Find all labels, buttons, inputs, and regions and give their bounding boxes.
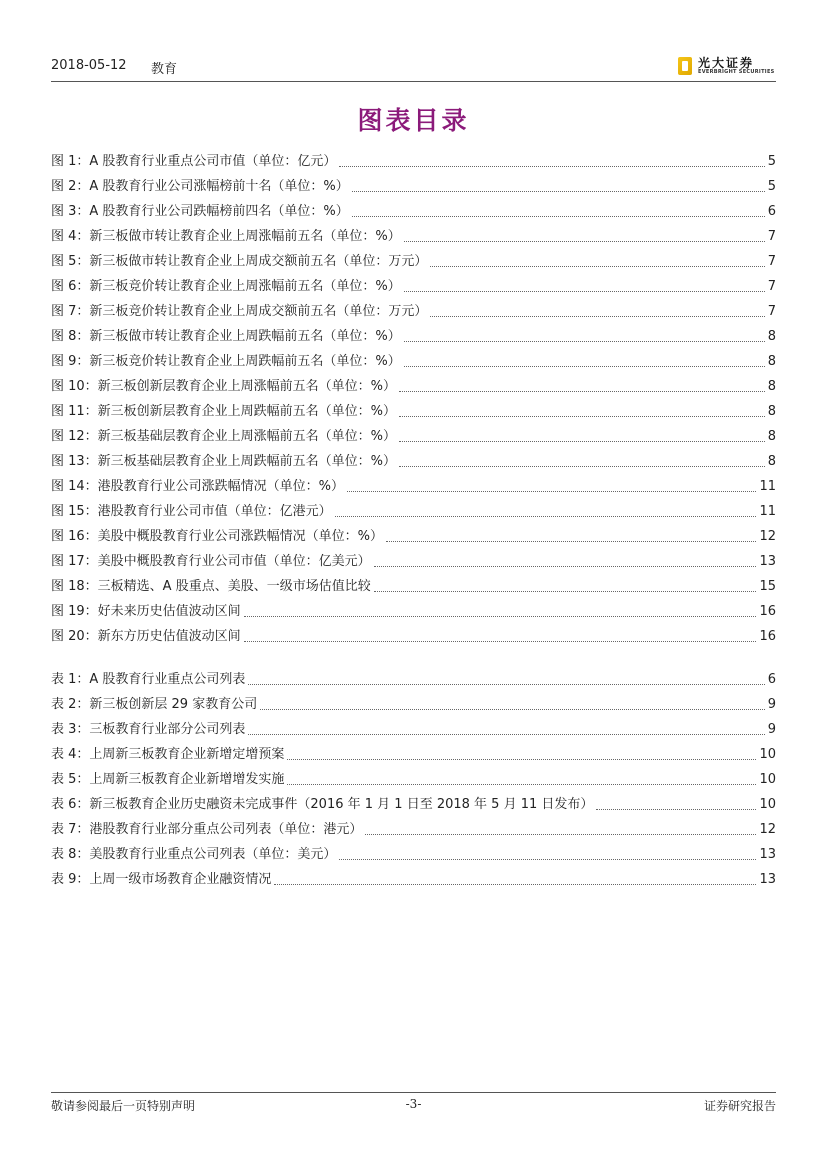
- toc-entry-title: 图 12：新三板基础层教育企业上周涨幅前五名（单位：%）: [51, 429, 397, 444]
- toc-entry-page: 6: [767, 204, 776, 219]
- toc-entry-title: 表 7：港股教育行业部分重点公司列表（单位：港元）: [51, 822, 363, 837]
- toc-entry[interactable]: [51, 496, 776, 521]
- figure-list: [51, 146, 776, 646]
- toc-entry-title: 图 1：A 股教育行业重点公司市值（单位：亿元）: [51, 154, 337, 169]
- toc-entry-page: 6: [767, 672, 776, 687]
- toc-entry[interactable]: [51, 421, 776, 446]
- toc-dot-leader: [399, 441, 765, 442]
- toc-entry-page: 5: [767, 154, 776, 169]
- toc-dot-leader: [347, 491, 756, 492]
- toc-dot-leader: [248, 734, 764, 735]
- toc-dot-leader: [335, 516, 757, 517]
- logo-mark-icon: [678, 57, 692, 75]
- toc-entry-page: 8: [767, 454, 776, 469]
- toc-entry-page: 8: [767, 429, 776, 444]
- toc-entry[interactable]: [51, 196, 776, 221]
- toc-entry-title: 表 3：三板教育行业部分公司列表: [51, 722, 246, 737]
- toc-entry-page: 7: [767, 279, 776, 294]
- toc-entry[interactable]: [51, 864, 776, 889]
- toc-dot-leader: [596, 809, 756, 810]
- toc-entry[interactable]: [51, 596, 776, 621]
- toc-dot-leader: [374, 591, 757, 592]
- toc-entry-title: 图 14：港股教育行业公司涨跌幅情况（单位：%）: [51, 479, 345, 494]
- toc-entry[interactable]: [51, 739, 776, 764]
- toc-dot-leader: [399, 416, 765, 417]
- toc-entry[interactable]: [51, 321, 776, 346]
- toc-entry[interactable]: [51, 146, 776, 171]
- toc-entry-page: 13: [759, 872, 776, 887]
- toc-entry-title: 图 7：新三板竞价转让教育企业上周成交额前五名（单位：万元）: [51, 304, 428, 319]
- toc-entry[interactable]: [51, 271, 776, 296]
- report-sector: 教育: [151, 62, 178, 77]
- toc-entry[interactable]: [51, 396, 776, 421]
- toc-entry[interactable]: [51, 546, 776, 571]
- toc-dot-leader: [404, 291, 765, 292]
- toc-entry-page: 7: [767, 304, 776, 319]
- toc-entry-title: 图 6：新三板竞价转让教育企业上周涨幅前五名（单位：%）: [51, 279, 401, 294]
- toc-entry-page: 11: [759, 479, 776, 494]
- page-footer: [51, 1097, 776, 1117]
- toc-dot-leader: [352, 216, 765, 217]
- toc-entry[interactable]: [51, 714, 776, 739]
- toc-entry-title: 表 9：上周一级市场教育企业融资情况: [51, 872, 272, 887]
- header-divider: [51, 81, 776, 82]
- toc-entry[interactable]: [51, 221, 776, 246]
- toc-entry-page: 16: [759, 604, 776, 619]
- toc-entry-title: 图 2：A 股教育行业公司涨幅榜前十名（单位：%）: [51, 179, 349, 194]
- toc-entry-title: 表 4：上周新三板教育企业新增定增预案: [51, 747, 285, 762]
- footer-divider: [51, 1092, 776, 1093]
- toc-entry[interactable]: [51, 471, 776, 496]
- company-logo: [676, 54, 776, 80]
- toc-dot-leader: [244, 616, 757, 617]
- toc-entry-title: 图 18：三板精选、A 股重点、美股、一级市场估值比较: [51, 579, 371, 594]
- toc-entry-title: 图 8：新三板做市转让教育企业上周跌幅前五名（单位：%）: [51, 329, 401, 344]
- toc-entry-title: 图 20：新东方历史估值波动区间: [51, 629, 241, 644]
- toc-entry-title: 图 19：好未来历史估值波动区间: [51, 604, 241, 619]
- toc-entry-page: 12: [759, 822, 776, 837]
- toc-entry-page: 8: [767, 329, 776, 344]
- toc-entry[interactable]: [51, 446, 776, 471]
- toc-entry-title: 表 6：新三板教育企业历史融资未完成事件（2016 年 1 月 1 日至 2018 年 5 月 11 日发布）: [51, 797, 594, 812]
- toc-dot-leader: [274, 884, 756, 885]
- toc-entry-title: 图 5：新三板做市转让教育企业上周成交额前五名（单位：万元）: [51, 254, 428, 269]
- toc-dot-leader: [260, 709, 765, 710]
- toc-entry-page: 8: [767, 354, 776, 369]
- toc-entry[interactable]: [51, 621, 776, 646]
- toc-entry-page: 7: [767, 229, 776, 244]
- toc-dot-leader: [399, 391, 765, 392]
- toc-dot-leader: [404, 366, 765, 367]
- toc-entry-title: 图 11：新三板创新层教育企业上周跌幅前五名（单位：%）: [51, 404, 397, 419]
- toc-entry-page: 10: [759, 772, 776, 787]
- logo-english-name: EVERBRIGHT SECURITIES: [698, 69, 775, 75]
- toc-entry-page: 16: [759, 629, 776, 644]
- disclaimer-note: 敬请参阅最后一页特别声明: [51, 1099, 196, 1113]
- toc-dot-leader: [430, 316, 764, 317]
- report-type: 证券研究报告: [703, 1099, 776, 1113]
- toc-entry-page: 8: [767, 404, 776, 419]
- toc-dot-leader: [404, 341, 765, 342]
- toc-dot-leader: [399, 466, 765, 467]
- toc-dot-leader: [339, 166, 764, 167]
- toc-entry-page: 5: [767, 179, 776, 194]
- page-header: [51, 54, 776, 82]
- toc-entry[interactable]: [51, 246, 776, 271]
- toc-entry-title: 图 4：新三板做市转让教育企业上周涨幅前五名（单位：%）: [51, 229, 401, 244]
- toc-entry-title: 图 16：美股中概股教育行业公司涨跌幅情况（单位：%）: [51, 529, 384, 544]
- toc-entry[interactable]: [51, 814, 776, 839]
- toc-entry-title: 表 1：A 股教育行业重点公司列表: [51, 672, 246, 687]
- toc-entry[interactable]: [51, 689, 776, 714]
- toc-entry-page: 8: [767, 379, 776, 394]
- toc-dot-leader: [248, 684, 764, 685]
- toc-entry-page: 13: [759, 554, 776, 569]
- toc-dot-leader: [287, 759, 756, 760]
- toc-entry-title: 图 9：新三板竞价转让教育企业上周跌幅前五名（单位：%）: [51, 354, 401, 369]
- toc-entry[interactable]: [51, 171, 776, 196]
- toc-dot-leader: [339, 859, 756, 860]
- toc-entry-title: 图 13：新三板基础层教育企业上周跌幅前五名（单位：%）: [51, 454, 397, 469]
- toc-dot-leader: [244, 641, 757, 642]
- toc-entry-page: 13: [759, 847, 776, 862]
- toc-entry-title: 表 5：上周新三板教育企业新增增发实施: [51, 772, 285, 787]
- toc-entry-title: 图 3：A 股教育行业公司跌幅榜前四名（单位：%）: [51, 204, 349, 219]
- toc-entry-title: 表 2：新三板创新层 29 家教育公司: [51, 697, 258, 712]
- toc-entry[interactable]: [51, 789, 776, 814]
- toc-entry[interactable]: [51, 521, 776, 546]
- page-number: -3-: [405, 1097, 422, 1111]
- toc-entry-page: 10: [759, 747, 776, 762]
- toc-entry-page: 9: [767, 697, 776, 712]
- toc-entry[interactable]: [51, 664, 776, 689]
- page-title: 图表目录: [357, 106, 470, 135]
- toc-dot-leader: [374, 566, 757, 567]
- toc-entry-page: 11: [759, 504, 776, 519]
- toc-entry-page: 7: [767, 254, 776, 269]
- logo-chinese-name: 光大证券: [698, 56, 755, 70]
- toc-entry-page: 10: [759, 797, 776, 812]
- toc-entry-title: 图 17：美股中概股教育行业公司市值（单位：亿美元）: [51, 554, 371, 569]
- toc-entry[interactable]: [51, 764, 776, 789]
- toc-entry[interactable]: [51, 371, 776, 396]
- toc-entry-title: 表 8：美股教育行业重点公司列表（单位：美元）: [51, 847, 337, 862]
- toc-entry[interactable]: [51, 346, 776, 371]
- toc-dot-leader: [386, 541, 756, 542]
- toc-entry-page: 12: [759, 529, 776, 544]
- toc-dot-leader: [430, 266, 764, 267]
- report-date: 2018-05-12: [51, 58, 127, 73]
- toc-entry[interactable]: [51, 571, 776, 596]
- toc-entry[interactable]: [51, 296, 776, 321]
- toc-dot-leader: [287, 784, 756, 785]
- table-list: [51, 664, 776, 889]
- toc-entry[interactable]: [51, 839, 776, 864]
- toc-dot-leader: [365, 834, 756, 835]
- toc-entry-title: 图 10：新三板创新层教育企业上周涨幅前五名（单位：%）: [51, 379, 397, 394]
- toc-entry-page: 9: [767, 722, 776, 737]
- toc-dot-leader: [352, 191, 765, 192]
- toc-entry-page: 15: [759, 579, 776, 594]
- toc-entry-title: 图 15：港股教育行业公司市值（单位：亿港元）: [51, 504, 332, 519]
- toc-dot-leader: [404, 241, 765, 242]
